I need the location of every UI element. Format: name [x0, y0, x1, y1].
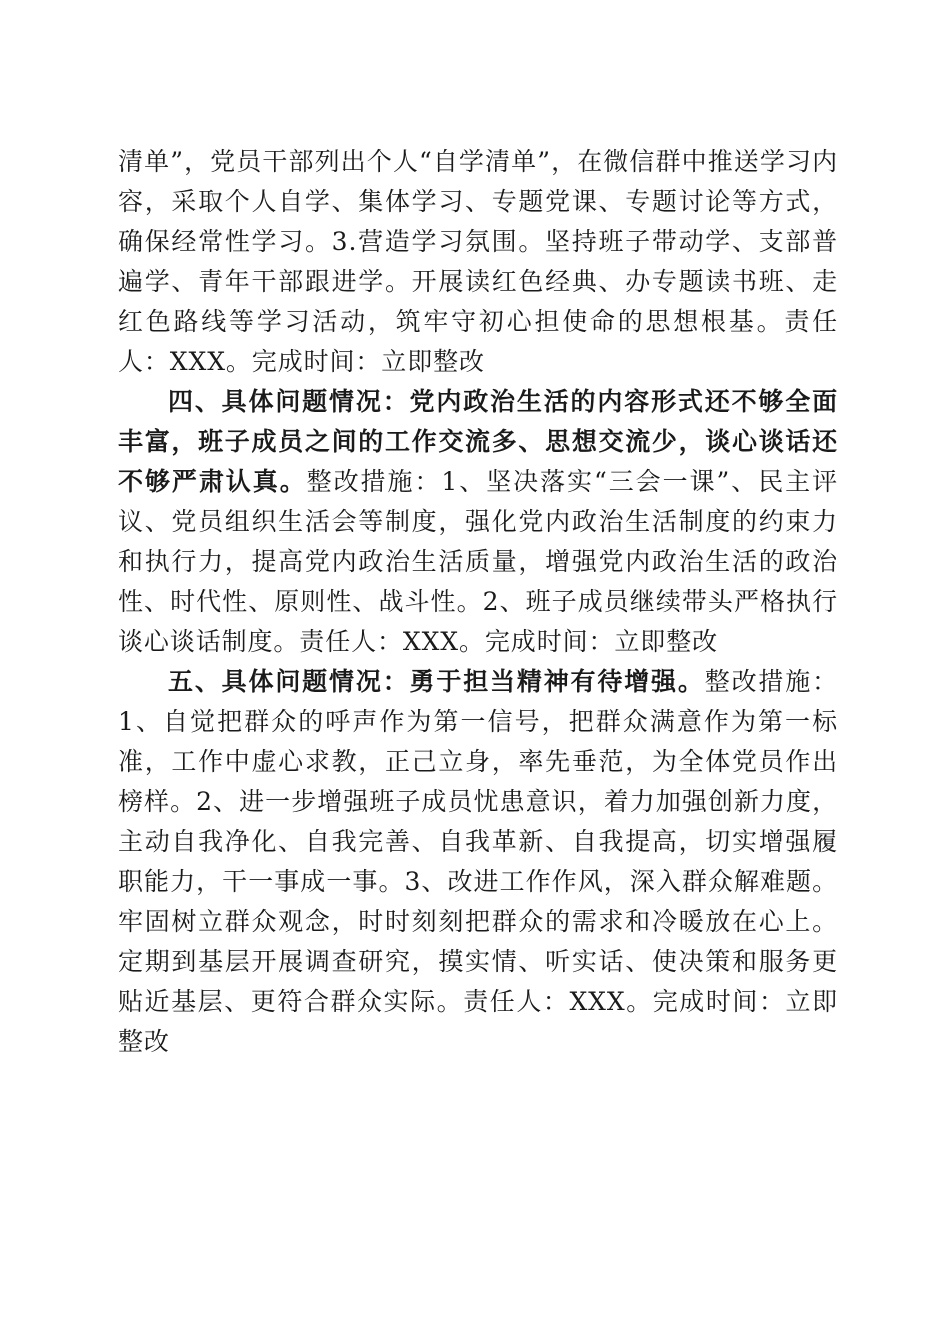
document-body: [118, 142, 838, 1062]
issue-five-measures: 整改措施：1、自觉把群众的呼声作为第一信号，把群众满意作为第一标准，工作中虚心求教，正己立身，率先垂范，为全体党员作出榜样。2、进一步增强班子成员忧患意识，着力加强创新力度，主动自我净化、自我完善、自我革新、自我提高，切实增强履职能力，干一事成一事。3、改进工作作风，深入群众解难题。牢固树立群众观念，时时刻刻把群众的需求和冷暖放在心上。定期到基层开展调查研究，摸实情、听实话、使决策和服务更贴近基层、更符合群众实际。责任人：XXX。完成时间：立即整改: [118, 667, 838, 1056]
issue-five-heading: 五、具体问题情况：勇于担当精神有待增强。: [168, 667, 705, 696]
paragraph-issue-four: [118, 382, 838, 662]
paragraph-issue-five: [118, 662, 838, 1062]
issue-four-measures: 整改措施：1、坚决落实“三会一课”、民主评议、党员组织生活会等制度，强化党内政治生活制度的约束力和执行力，提高党内政治生活质量，增强党内政治生活的政治性、时代性、原则性、战斗性。2、班子成员继续带头严格执行谈心谈话制度。责任人：XXX。完成时间：立即整改: [118, 467, 838, 656]
issue-four-heading: 四、具体问题情况：党内政治生活的内容形式还不够全面丰富，班子成员之间的工作交流多、思想交流少，谈心谈话还不够严肃认真。: [118, 387, 838, 496]
paragraph-continuation: 清单”，党员干部列出个人“自学清单”，在微信群中推送学习内容，采取个人自学、集体学习、专题党课、专题讨论等方式，确保经常性学习。3.营造学习氛围。坚持班子带动学、支部普遍学、青年干部跟进学。开展读红色经典、办专题读书班、走红色路线等学习活动，筑牢守初心担使命的思想根基。责任人：XXX。完成时间：立即整改: [118, 147, 838, 376]
